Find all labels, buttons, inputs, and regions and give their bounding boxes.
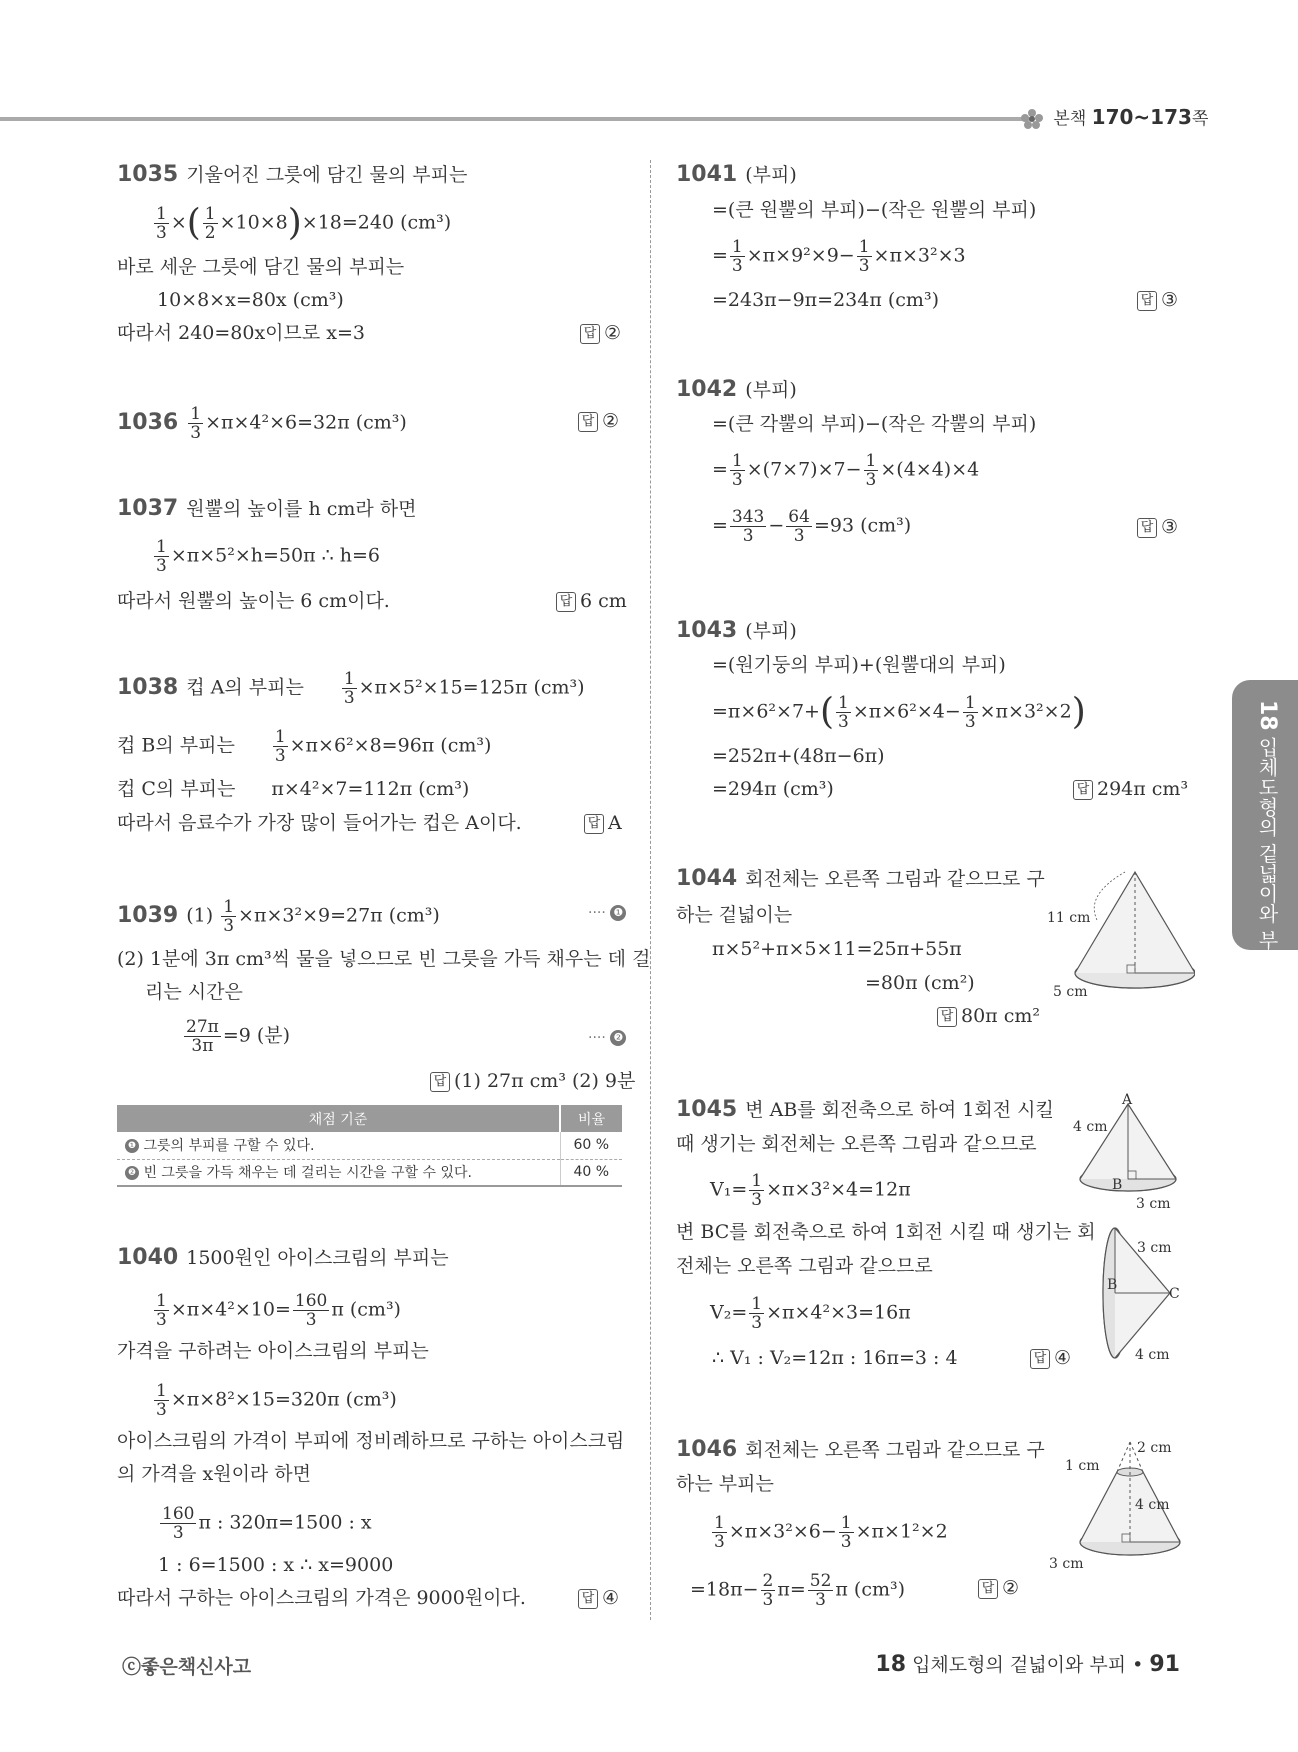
page-ref-book: 본책 xyxy=(1053,109,1087,129)
side-tab-chapter-number: 18 xyxy=(1255,700,1280,731)
problem-1042-line-2: =(큰 각뿔의 부피)−(작은 각뿔의 부피) xyxy=(712,413,1037,435)
cup-b-label: 컵 B의 부피는 xyxy=(117,734,235,757)
problem-1038-line-2 xyxy=(117,728,491,765)
grading-row-text: 그릇의 부피를 구할 수 있다. xyxy=(143,1138,315,1155)
math-expr: ×π×3²×4=12π xyxy=(766,1178,911,1201)
step-1-icon: ❶ xyxy=(125,1139,139,1153)
answer-mark-icon: 답 xyxy=(556,592,576,612)
answer-mark-icon: 답 xyxy=(578,1589,598,1609)
math-expr: ×π×5²×15=125π (cm³) xyxy=(358,676,585,699)
table-row xyxy=(117,1132,622,1159)
cone-figure-1045-axis-bc xyxy=(1095,1218,1205,1373)
problem-1045-line-2: 때 생기는 회전체는 오른쪽 그림과 같으므로 xyxy=(676,1133,1037,1155)
fig-1045a-height-label: 4 cm xyxy=(1073,1119,1108,1135)
fraction-one-third: $\frac{1}{3}$ xyxy=(156,1381,167,1420)
problem-1046-line-1 xyxy=(676,1437,1045,1463)
answer-mark-icon: 답 xyxy=(1073,780,1093,800)
math-expr: π (cm³) xyxy=(835,1578,906,1601)
answer-value: 80π cm² xyxy=(961,1005,1040,1027)
fraction-one-third: $\frac{1}{3}$ xyxy=(223,897,235,936)
footer-chapter-number: 18 xyxy=(875,1652,907,1677)
math-expr: =9 (분) xyxy=(222,1024,291,1047)
problem-1045-number: 1045 xyxy=(676,1097,738,1122)
problem-1043-line-4: =252π+(48π−6π) xyxy=(712,745,885,767)
part-label: (1) xyxy=(186,904,214,927)
fig-1044-slant-label: 11 cm xyxy=(1047,910,1091,926)
problem-1037-line-1 xyxy=(117,496,416,522)
math-minus: − xyxy=(768,514,785,537)
math-equals: = xyxy=(712,514,728,537)
fraction-one-third: $\frac{1}{3}$ xyxy=(274,727,286,766)
step-dots: ···· xyxy=(588,1030,606,1046)
problem-1040-line-5: 아이스크림의 가격이 부피에 정비례하므로 구하는 아이스크림 xyxy=(117,1430,625,1452)
page-ref-suffix: 쪽 xyxy=(1191,109,1209,129)
math-expr: ×π×3²×9=27π (cm³) xyxy=(238,904,440,927)
problem-1037-line-3: 따라서 원뿔의 높이는 6 cm이다. xyxy=(117,590,390,612)
cup-c-label: 컵 C의 부피는 xyxy=(117,778,236,800)
problem-1035-line-1 xyxy=(117,162,467,188)
fraction-one-third: $\frac{1}{3}$ xyxy=(858,237,870,276)
grading-header-criteria: 채점 기준 xyxy=(117,1105,560,1132)
answer-mark-icon: 답 xyxy=(584,814,604,834)
fraction-52-over-3: $\frac{52}{3}$ xyxy=(809,1571,832,1610)
problem-1043-line-3: =π×6²×7+( $\frac{1}{3}$ ×π×6²×4− $\frac{1}{3}$ ×π×3²×2) xyxy=(712,691,1086,733)
problem-1039-number: 1039 xyxy=(117,902,179,928)
math-expr: ×π×4²×10= xyxy=(170,1298,291,1321)
fraction-one-third: $\frac{1}{3}$ xyxy=(865,451,877,490)
page-number: 91 xyxy=(1149,1652,1180,1677)
answer-mark-icon: 답 xyxy=(978,1579,998,1599)
problem-1043-line-5: =294π (cm³) xyxy=(712,778,834,800)
problem-1036-number: 1036 xyxy=(117,409,179,435)
fraction-160-over-3: $\frac{160}{3}$ xyxy=(162,1504,195,1543)
problem-1035-answer xyxy=(580,320,621,346)
frustum-figure-1046 xyxy=(1045,1432,1195,1582)
fraction-one-third: $\frac{1}{3}$ xyxy=(343,669,355,708)
math-expr: ×π×3²×3 xyxy=(873,244,966,267)
grading-row-rate: 40 % xyxy=(560,1159,622,1186)
problem-1044-line-4: =80π (cm²) xyxy=(865,972,975,994)
problem-1043-text: (부피) xyxy=(745,620,797,642)
problem-1045-text: 변 AB를 회전축으로 하여 1회전 시킬 xyxy=(745,1099,1054,1121)
problem-1042-line-1 xyxy=(676,377,797,403)
problem-1037-line-2 xyxy=(152,538,380,575)
problem-1037-text: 원뿔의 높이를 h cm라 하면 xyxy=(186,498,417,520)
answer-mark-icon: 답 xyxy=(430,1072,450,1092)
step-marker-2 xyxy=(588,1030,626,1046)
fraction-one-third: $\frac{1}{3}$ xyxy=(190,404,202,443)
problem-1041-text: (부피) xyxy=(745,164,797,186)
problem-1042-text: (부피) xyxy=(745,379,797,401)
problem-1040-line-8: 1 : 6=1500 : x ∴ x=9000 xyxy=(158,1554,394,1576)
answer-value: (1) 27π cm³ (2) 9분 xyxy=(454,1070,636,1092)
problem-1043-line-1 xyxy=(676,618,797,644)
problem-1038-number: 1038 xyxy=(117,674,179,700)
math-expr: ×π×3²×2 xyxy=(979,700,1072,723)
problem-1040-text: 1500원인 아이스크림의 부피는 xyxy=(186,1247,449,1269)
footer-bullet: • xyxy=(1132,1654,1144,1676)
problem-1037-number: 1037 xyxy=(117,496,179,521)
column-divider xyxy=(650,160,651,1620)
problem-1043-line-2: =(원기둥의 부피)+(원뿔대의 부피) xyxy=(712,654,1006,676)
answer-mark-icon: 답 xyxy=(1030,1349,1050,1369)
math-expr: ×π×8²×15=320π (cm³) xyxy=(170,1388,397,1411)
grading-row-text: 빈 그릇을 가득 채우는 데 걸리는 시간을 구할 수 있다. xyxy=(143,1165,472,1182)
problem-1039-answer xyxy=(430,1068,635,1094)
fraction-one-third: $\frac{1}{3}$ xyxy=(838,693,849,732)
problem-1046-line-4 xyxy=(690,1572,905,1609)
step-2-icon: ❷ xyxy=(125,1166,139,1180)
problem-1046-answer xyxy=(978,1575,1019,1601)
math-expr: ×π×4²×3=16π xyxy=(766,1301,911,1324)
problem-1040-line-2 xyxy=(152,1292,401,1329)
math-expr: ×(4×4)×4 xyxy=(880,458,980,481)
fraction-one-third: $\frac{1}{3}$ xyxy=(156,204,167,243)
problem-1045-line-6 xyxy=(710,1295,911,1332)
problem-1035-text: 기울어진 그릇에 담긴 물의 부피는 xyxy=(186,164,468,186)
fig-1045a-radius-label: 3 cm xyxy=(1136,1196,1171,1212)
math-expr: ×π×3²×6− xyxy=(728,1520,837,1543)
math-expr: ×10×8 xyxy=(219,211,288,234)
fig-1046-top-height-label: 2 cm xyxy=(1137,1440,1172,1456)
problem-1040-answer xyxy=(578,1585,619,1611)
answer-mark-icon: 답 xyxy=(1137,518,1157,538)
fig-1045a-point-a: A xyxy=(1122,1092,1133,1108)
fig-1046-radius-label: 3 cm xyxy=(1049,1556,1084,1572)
problem-1035-line-4: 10×8×x=80x (cm³) xyxy=(157,289,344,311)
problem-1045-line-4: 변 BC를 회전축으로 하여 1회전 시킬 때 생기는 회 xyxy=(676,1221,1096,1243)
fig-1045a-point-b: B xyxy=(1112,1177,1123,1193)
fig-1044-radius-label: 5 cm xyxy=(1053,984,1088,1000)
fig-1045b-point-c: C xyxy=(1169,1286,1180,1302)
problem-1041-line-1 xyxy=(676,162,797,188)
problem-1041-number: 1041 xyxy=(676,162,738,187)
fraction-one-third: $\frac{1}{3}$ xyxy=(731,451,743,490)
header-rule xyxy=(0,117,1030,121)
fraction-one-third: $\frac{1}{3}$ xyxy=(156,537,167,576)
problem-1039-line-2: (2) 1분에 3π cm³씩 물을 넣으므로 빈 그릇을 가득 채우는 데 걸 xyxy=(117,948,651,970)
math-expr: =π×6²×7+ xyxy=(712,700,820,723)
problem-1038-line-4: 따라서 음료수가 가장 많이 들어가는 컵은 A이다. xyxy=(117,812,522,834)
answer-value: A xyxy=(608,812,622,834)
math-expr: =93 (cm³) xyxy=(813,514,912,537)
problem-1038-text: 컵 A의 부피는 xyxy=(186,676,304,699)
problem-1045-line-1 xyxy=(676,1097,1054,1123)
grading-header-rate: 비율 xyxy=(560,1105,622,1132)
problem-1040-line-3: 가격을 구하려는 아이스크림의 부피는 xyxy=(117,1340,429,1362)
side-tab-title: 입체도형의 겉넓이와 부피 xyxy=(1255,736,1279,970)
chapter-side-tab-label xyxy=(1248,700,1282,970)
fig-1045b-radius-label: 4 cm xyxy=(1135,1347,1170,1363)
math-expr: ×π×6²×8=96π (cm³) xyxy=(289,734,492,757)
math-expr: ×18=240 (cm³) xyxy=(301,211,452,234)
problem-1036-line-1 xyxy=(117,405,407,442)
math-expr: V₂= xyxy=(710,1301,748,1324)
problem-1041-line-3 xyxy=(712,238,966,275)
problem-1041-line-2: =(큰 원뿔의 부피)−(작은 원뿔의 부피) xyxy=(712,199,1037,221)
problem-1043-answer xyxy=(1073,776,1188,802)
answer-value: ③ xyxy=(1161,289,1179,311)
math-expr: π : 320π=1500 : x xyxy=(198,1511,372,1534)
math-expr: ×(7×7)×7− xyxy=(746,458,862,481)
math-expr: =18π− xyxy=(690,1578,759,1601)
fig-1046-height-label: 4 cm xyxy=(1135,1497,1170,1513)
problem-1044-line-1 xyxy=(676,866,1045,892)
problem-1038-line-3 xyxy=(117,776,469,802)
grading-header-row xyxy=(117,1105,622,1132)
math-expr: π= xyxy=(777,1578,806,1601)
footer-chapter-title: 입체도형의 겉넓이와 부피 xyxy=(912,1654,1127,1676)
math-equals: = xyxy=(712,458,728,481)
math-times: × xyxy=(170,211,187,234)
math-expr: ×π×1²×2 xyxy=(855,1520,948,1543)
problem-1040-number: 1040 xyxy=(117,1245,179,1270)
answer-value: 6 cm xyxy=(580,590,627,612)
fig-1045b-height-label: 3 cm xyxy=(1137,1240,1172,1256)
problem-1042-answer xyxy=(1137,514,1178,540)
problem-1038-answer xyxy=(584,810,622,836)
grading-criteria-table xyxy=(117,1105,622,1187)
problem-1045-answer xyxy=(1030,1345,1071,1371)
page-ref-pages: 170~173 xyxy=(1091,105,1192,129)
flower-icon xyxy=(1020,108,1044,130)
answer-value: 294π cm³ xyxy=(1097,778,1189,800)
answer-value: ③ xyxy=(1161,516,1179,538)
problem-1039-line-1 xyxy=(117,898,440,935)
table-row xyxy=(117,1159,622,1186)
problem-1040-line-1 xyxy=(117,1245,449,1271)
fraction-one-third: $\frac{1}{3}$ xyxy=(840,1513,852,1552)
problem-1039-line-4 xyxy=(182,1018,290,1055)
fraction-one-third: $\frac{1}{3}$ xyxy=(156,1291,167,1330)
math-expr: π×4²×7=112π (cm³) xyxy=(271,778,470,800)
fraction-343-over-3: $\frac{343}{3}$ xyxy=(731,507,765,546)
problem-1046-text: 회전체는 오른쪽 그림과 같으므로 구 xyxy=(745,1439,1045,1461)
answer-mark-icon: 답 xyxy=(937,1007,957,1027)
math-expr: ×π×5²×h=50π ∴ h=6 xyxy=(170,544,381,567)
step-2-icon: ❷ xyxy=(610,1030,626,1046)
problem-1045-line-7: ∴ V₁ : V₂=12π : 16π=3 : 4 xyxy=(712,1347,958,1369)
problem-1036-answer xyxy=(578,408,619,434)
math-expr: V₁= xyxy=(710,1178,748,1201)
problem-1046-line-2: 하는 부피는 xyxy=(676,1473,774,1495)
problem-1041-line-4: =243π−9π=234π (cm³) xyxy=(712,289,939,311)
problem-1035-line-2: $\frac{1}{3}$ ×( $\frac{1}{2}$ ×10×8)×18=240 (cm³) xyxy=(156,202,452,244)
answer-value: ② xyxy=(604,322,622,344)
problem-1046-number: 1046 xyxy=(676,1437,738,1462)
problem-1044-line-3: π×5²+π×5×11=25π+55π xyxy=(712,938,962,960)
fraction-one-third: $\frac{1}{3}$ xyxy=(731,237,743,276)
problem-1045-line-5: 전체는 오른쪽 그림과 같으므로 xyxy=(676,1255,933,1277)
fraction-one-third: $\frac{1}{3}$ xyxy=(751,1294,763,1333)
problem-1042-number: 1042 xyxy=(676,377,738,402)
page-reference xyxy=(1020,104,1208,130)
answer-mark-icon: 답 xyxy=(1137,291,1157,311)
answer-value: ② xyxy=(1002,1577,1020,1599)
fraction-160-over-3: $\frac{160}{3}$ xyxy=(294,1291,328,1330)
answer-mark-icon: 답 xyxy=(578,412,598,432)
fraction-one-third: $\frac{1}{3}$ xyxy=(751,1171,763,1210)
problem-1040-line-4 xyxy=(152,1382,397,1419)
problem-1035-number: 1035 xyxy=(117,162,179,187)
grading-row-rate: 60 % xyxy=(560,1132,622,1159)
cone-figure-1045-axis-ab xyxy=(1068,1092,1183,1212)
math-expr: ×π×9²×9− xyxy=(746,244,855,267)
math-expr: ×π×4²×6=32π (cm³) xyxy=(205,411,407,434)
fig-1045b-point-b: B xyxy=(1107,1277,1118,1293)
problem-1040-line-9: 따라서 구하는 아이스크림의 가격은 9000원이다. xyxy=(117,1587,526,1609)
fraction-one-third: $\frac{1}{3}$ xyxy=(714,1513,725,1552)
cone-figure-1044 xyxy=(1045,860,1195,1010)
step-dots: ···· xyxy=(588,905,606,921)
fraction-2-over-3: $\frac{2}{3}$ xyxy=(762,1571,774,1610)
math-expr: π (cm³) xyxy=(331,1298,401,1321)
footer-chapter xyxy=(875,1650,1180,1677)
problem-1046-line-3 xyxy=(710,1514,948,1551)
problem-1040-line-7 xyxy=(158,1505,372,1542)
problem-1039-line-3: 리는 시간은 xyxy=(145,981,243,1003)
step-1-icon: ❶ xyxy=(610,905,626,921)
problem-1044-number: 1044 xyxy=(676,866,738,891)
fraction-27pi-over-3pi: $\frac{27\pi}{3\pi}$ xyxy=(186,1017,219,1056)
answer-value: ④ xyxy=(1054,1347,1072,1369)
math-equals: = xyxy=(712,244,728,267)
problem-1041-answer xyxy=(1137,287,1178,313)
problem-1035-line-3: 바로 세운 그릇에 담긴 물의 부피는 xyxy=(117,256,405,278)
fraction-one-third: $\frac{1}{3}$ xyxy=(964,693,976,732)
answer-mark-icon: 답 xyxy=(580,324,600,344)
problem-1044-text: 회전체는 오른쪽 그림과 같으므로 구 xyxy=(745,868,1045,890)
answer-value: ④ xyxy=(602,1587,620,1609)
fig-1046-top-radius-label: 1 cm xyxy=(1065,1458,1100,1474)
answer-value: ② xyxy=(602,410,620,432)
publisher-name: ⓒ좋은책신사고 xyxy=(122,1656,252,1678)
fraction-64-over-3: $\frac{64}{3}$ xyxy=(788,507,810,546)
problem-1043-number: 1043 xyxy=(676,618,738,643)
problem-1040-line-6: 의 가격을 x원이라 하면 xyxy=(117,1463,312,1485)
problem-1042-line-3 xyxy=(712,452,979,489)
problem-1038-line-1 xyxy=(117,670,585,707)
step-marker-1 xyxy=(588,905,626,921)
problem-1035-line-5: 따라서 240=80x이므로 x=3 xyxy=(117,322,366,344)
math-expr: ×π×6²×4− xyxy=(852,700,961,723)
problem-1044-answer xyxy=(937,1003,1040,1029)
fraction-one-half: $\frac{1}{2}$ xyxy=(204,204,216,243)
problem-1044-line-2: 하는 겉넓이는 xyxy=(676,904,793,926)
problem-1037-answer xyxy=(556,588,627,614)
problem-1045-line-3 xyxy=(710,1172,911,1209)
problem-1042-line-4 xyxy=(712,508,911,545)
